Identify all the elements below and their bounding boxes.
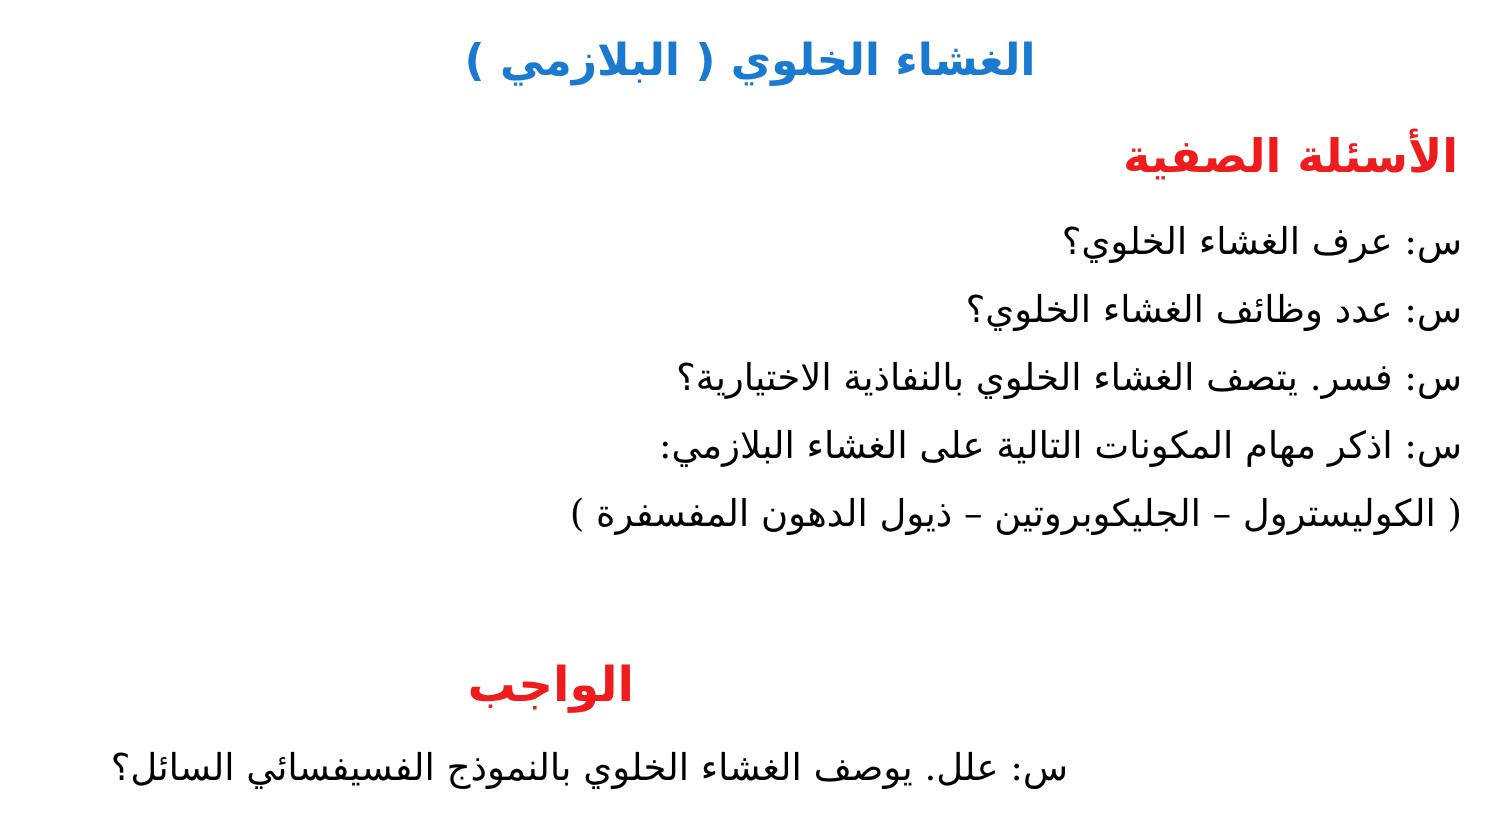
question-components-list: ( الكوليسترول – الجليكوبروتين – ذيول الدهون المفسفرة ) — [569, 492, 1462, 535]
question-component-roles: س: اذكر مهام المكونات التالية على الغشاء البلازمي: — [659, 424, 1462, 467]
question-explain-permeability: س: فسر. يتصف الغشاء الخلوي بالنفاذية الاختيارية؟ — [676, 356, 1462, 399]
homework-question: س: علل. يوصف الغشاء الخلوي بالنموذج الفسيفسائي السائل؟ — [110, 746, 1068, 789]
classwork-heading: الأسئلة الصفية — [1123, 129, 1458, 183]
classwork-question-list — [570, 208, 1462, 548]
page-title: الغشاء الخلوي ( البلازمي ) — [464, 35, 1036, 86]
question-define-membrane: س: عرف الغشاء الخلوي؟ — [1061, 220, 1462, 263]
homework-heading: الواجب — [467, 657, 634, 713]
question-list-functions: س: عدد وظائف الغشاء الخلوي؟ — [965, 288, 1462, 331]
